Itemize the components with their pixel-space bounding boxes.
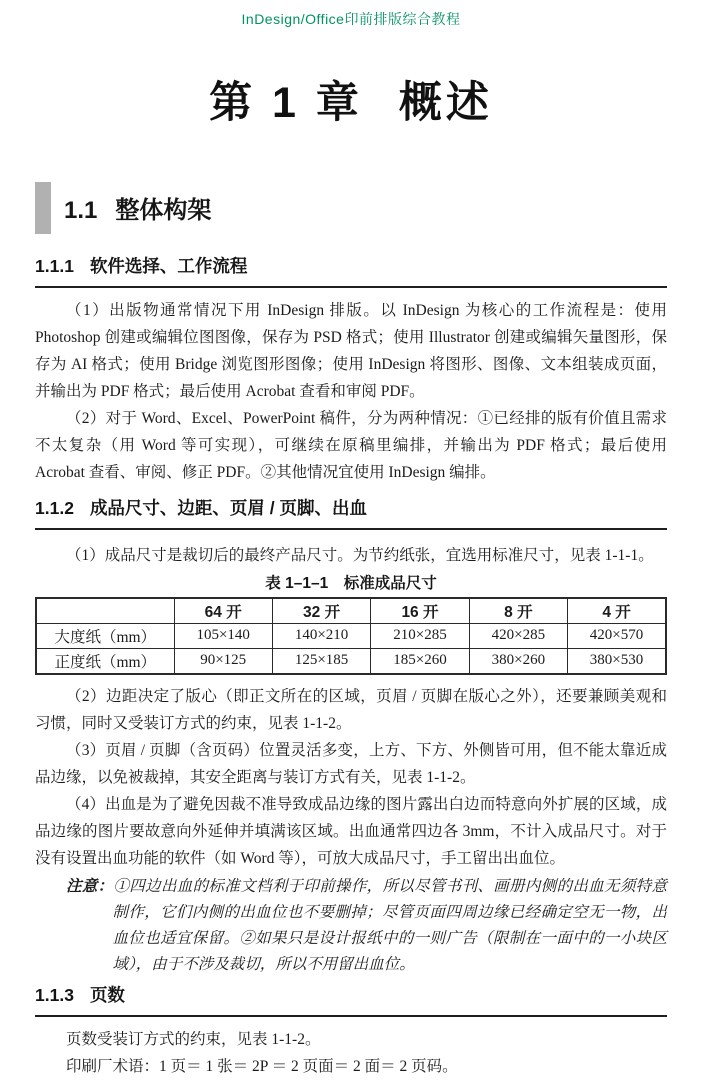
table-row-dadu — [36, 623, 666, 648]
row-label-zhengdu: 正度纸（mm） — [36, 648, 174, 674]
subsection-1-1-3-heading — [35, 982, 667, 1017]
subsection-1-1-1-heading — [35, 253, 667, 288]
table-header-row — [36, 598, 666, 624]
paragraph-bleed: （4）出血是为了避免因裁不准导致成品边缘的图片露出白边而特意向外扩展的区域，成品边缘的图片要故意向外延伸并填满该区域。出血通常四边各 3mm，不计入成品尺寸。对于没有设置出血功能的软件（如 Word 等），可放大成品尺寸，手工留出出血位。 — [35, 795, 667, 867]
paragraph-print-terms: 印刷厂术语：1 页＝ 1 张＝ 2P ＝ 2 页面＝ 2 面＝ 2 页码。 — [66, 1057, 458, 1075]
chapter-name: 概述 — [398, 79, 493, 127]
note-label: 注意： — [66, 877, 114, 895]
paragraph-finished-size: （1）成品尺寸是裁切后的最终产品尺寸。为节约纸张，宜选用标准尺寸，见表 1-1-1。 — [66, 546, 654, 564]
chapter-number: 第 1 章 — [209, 79, 363, 127]
subsection-1-1-1-title: 软件选择、工作流程 — [89, 255, 248, 276]
paragraph-margins: （2）边距决定了版心（即正文所在的区域，页眉 / 页脚在版心之外），还要兼顾美观和习惯，同时又受装订方式的约束，见表 1-1-2。 — [35, 687, 667, 732]
cell-dadu-32k: 140×210 — [272, 623, 370, 648]
paragraph-workflow-office: （2）对于 Word、Excel、PowerPoint 稿件，分为两种情况：①已经排的版有价值且需求不太复杂（用 Word 等可实现），可继续在原稿里编排，并输出为 PDF 格式；最后使用 Acrobat 查看、审阅、修正 PDF。②其他情况宜使用 InDesign 编排。 — [35, 409, 667, 481]
cell-dadu-16k: 210×285 — [371, 623, 469, 648]
section-marker-bar — [35, 182, 51, 234]
paragraph-workflow-indesign: （1）出版物通常情况下用 InDesign 排版。以 InDesign 为核心的工作流程是：使用 Photoshop 创建或编辑位图图像，保存为 PSD 格式；使用 Illustrator 创建或编辑矢量图形，保存为 AI 格式；使用 Bridge 浏览图形图像；使用 InDesign 将图形、图像、文本组装成页面，并输出为 PDF 格式；最后使用 Acrobat 查看和审阅 PDF。 — [35, 301, 667, 400]
section-1-1-heading — [35, 182, 667, 234]
table-header-empty — [36, 598, 174, 624]
chapter-title — [35, 78, 667, 130]
table-header-32k: 32 开 — [272, 598, 370, 624]
cell-zhengdu-16k: 185×260 — [371, 648, 469, 674]
table-header-4k: 4 开 — [568, 598, 666, 624]
running-head: InDesign/Office印前排版综合教程 — [241, 11, 461, 27]
row-label-dadu: 大度纸（mm） — [36, 623, 174, 648]
cell-dadu-64k: 105×140 — [174, 623, 272, 648]
subsection-1-1-2-number: 1.1.2 — [35, 497, 74, 518]
paragraph-page-count: 页数受装订方式的约束，见表 1-1-2。 — [66, 1030, 321, 1048]
table-header-16k: 16 开 — [371, 598, 469, 624]
cell-zhengdu-8k: 380×260 — [469, 648, 567, 674]
subsection-1-1-3-number: 1.1.3 — [35, 984, 74, 1005]
subsection-1-1-3-title: 页数 — [89, 984, 125, 1005]
note-block — [35, 874, 667, 978]
subsection-1-1-2-heading — [35, 495, 667, 530]
standard-sizes-table — [35, 597, 667, 675]
note-text: ①四边出血的标准文档利于印前操作，所以尽管书刊、画册内侧的出血无须特意制作，它们内侧的出血位也不要删掉；尽管页面四周边缘已经确定空无一物，出血位也适宜保留。②如果只是设计报纸中的一则广告（限制在一面中的一小块区域），由于不涉及裁切，所以不用留出血位。 — [112, 877, 667, 973]
section-1-1-text — [64, 190, 211, 225]
section-1-1-number: 1.1 — [64, 197, 98, 225]
table-header-8k: 8 开 — [469, 598, 567, 624]
cell-zhengdu-32k: 125×185 — [272, 648, 370, 674]
table-caption: 表 1–1–1 标准成品尺寸 — [265, 574, 437, 592]
section-1-1-title: 整体构架 — [115, 197, 212, 225]
subsection-1-1-2-title: 成品尺寸、边距、页眉 / 页脚、出血 — [89, 497, 368, 518]
cell-dadu-8k: 420×285 — [469, 623, 567, 648]
subsection-1-1-1-number: 1.1.1 — [35, 255, 74, 276]
paragraph-header-footer: （3）页眉 / 页脚（含页码）位置灵活多变，上方、下方、外侧皆可用，但不能太靠近成品边缘，以免被裁掉，其安全距离与装订方式有关，见表 1-1-2。 — [35, 741, 667, 786]
cell-zhengdu-4k: 380×530 — [568, 648, 666, 674]
table-row-zhengdu — [36, 648, 666, 674]
table-header-64k: 64 开 — [174, 598, 272, 624]
cell-zhengdu-64k: 90×125 — [174, 648, 272, 674]
cell-dadu-4k: 420×570 — [568, 623, 666, 648]
